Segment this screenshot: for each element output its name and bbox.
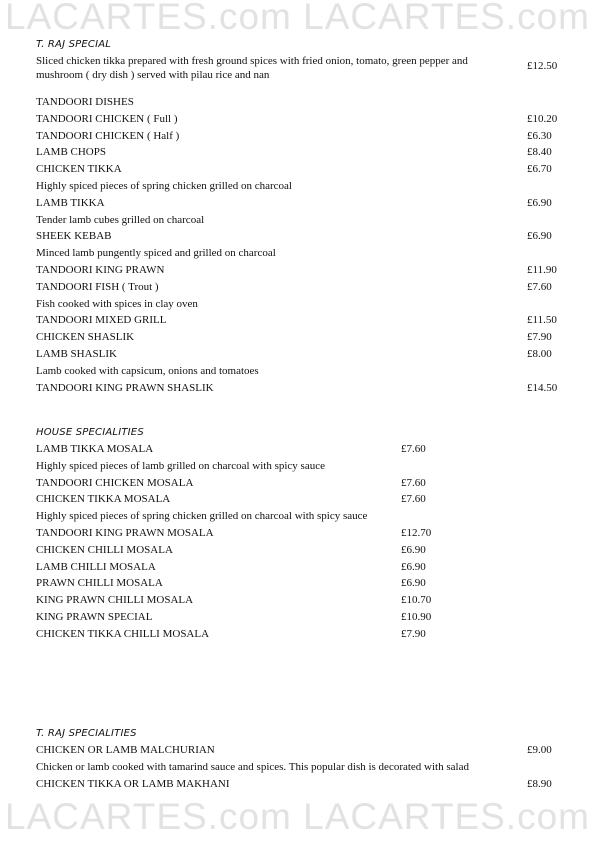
item-name: KING PRAWN CHILLI MOSALA [36, 594, 194, 607]
item-price: £6.90 [401, 543, 426, 556]
menu-item [36, 144, 566, 161]
menu-item [36, 329, 566, 346]
item-name: CHICKEN TIKKA CHILLI MOSALA [36, 627, 210, 640]
menu-item [36, 346, 566, 363]
item-name: TANDOORI MIXED GRILL [36, 314, 167, 327]
item-name: TANDOORI CHICKEN ( Half ) [36, 129, 180, 142]
item-price: £6.90 [401, 577, 426, 590]
item-price: £10.90 [401, 610, 432, 623]
item-name: LAMB TIKKA [36, 196, 105, 209]
menu-item [36, 279, 566, 296]
traj-special-description: Sliced chicken tikka prepared with fresh ground spices with fried onion, tomato, green pepper and mushroom ( dry dish ) served with pilau rice and nan [36, 55, 468, 81]
menu-item [36, 559, 566, 576]
traj-special-item [36, 53, 566, 83]
item-name: TANDOORI KING PRAWN [36, 263, 165, 276]
item-price: £14.50 [527, 381, 558, 394]
menu-item [36, 111, 566, 128]
item-name: CHICKEN CHILLI MOSALA [36, 543, 173, 556]
item-price: £7.90 [401, 627, 426, 640]
menu-item [36, 626, 566, 643]
item-price: £7.60 [527, 280, 552, 293]
item-price: £8.00 [527, 347, 552, 360]
menu-item [36, 609, 566, 626]
menu-item [36, 228, 566, 245]
menu-item [36, 491, 566, 508]
tandoori-list [36, 111, 566, 397]
item-name: CHICKEN OR LAMB MALCHURIAN [36, 744, 215, 756]
traj-special-section [36, 37, 566, 83]
item-price: £8.40 [527, 146, 552, 159]
traj-specialities-list [36, 742, 566, 792]
item-name: TANDOORI KING PRAWN SHASLIK [36, 381, 214, 394]
menu-item [36, 441, 566, 458]
item-name: SHEEK KEBAB [36, 230, 112, 243]
menu-item [36, 380, 566, 397]
item-description: Highly spiced pieces of spring chicken grilled on charcoal with spicy sauce [36, 510, 368, 523]
item-name: TANDOORI FISH ( Trout ) [36, 280, 159, 293]
watermark-bottom: LACARTES.com LACARTES.com [5, 796, 590, 837]
item-name: KING PRAWN SPECIAL [36, 610, 153, 623]
item-name: TANDOORI CHICKEN MOSALA [36, 476, 194, 489]
traj-special-heading: T. RAJ SPECIAL [36, 39, 112, 50]
item-price: £11.90 [527, 263, 557, 276]
item-price: £7.90 [527, 331, 552, 344]
house-list [36, 441, 566, 643]
item-description: Fish cooked with spices in clay oven [36, 297, 198, 310]
menu-item [36, 742, 566, 759]
menu-item [36, 475, 566, 492]
item-name: LAMB CHOPS [36, 146, 106, 159]
item-price: £12.70 [401, 526, 432, 539]
tandoori-heading: TANDOORI DISHES [36, 96, 134, 108]
menu-item [36, 195, 566, 212]
item-price: £8.90 [527, 777, 552, 790]
tandoori-section [36, 94, 566, 396]
item-price: £6.70 [527, 163, 552, 176]
item-name: LAMB SHASLIK [36, 347, 117, 360]
item-description: Chicken or lamb cooked with tamarind sauce and spices. This popular dish is decorated with salad [36, 760, 469, 773]
item-price: £7.60 [401, 443, 426, 455]
menu-item [36, 128, 566, 145]
menu-item [36, 262, 566, 279]
item-price: £7.60 [401, 493, 426, 506]
item-price: £6.90 [401, 560, 426, 573]
menu-item [36, 542, 566, 559]
item-name: TANDOORI KING PRAWN MOSALA [36, 526, 214, 539]
item-price: £10.70 [401, 594, 432, 607]
item-name: PRAWN CHILLI MOSALA [36, 577, 163, 590]
watermark-top: LACARTES.com LACARTES.com [5, 0, 590, 37]
menu-item [36, 525, 566, 542]
item-name: LAMB CHILLI MOSALA [36, 560, 156, 573]
item-price: £6.30 [527, 129, 552, 142]
menu-item [36, 312, 566, 329]
item-name: CHICKEN TIKKA MOSALA [36, 493, 171, 506]
item-price: £6.90 [527, 230, 552, 243]
house-section [36, 425, 566, 643]
house-heading: HOUSE SPECIALITIES [36, 427, 144, 438]
item-description: Minced lamb pungently spiced and grilled on charcoal [36, 247, 276, 260]
menu-item [36, 161, 566, 178]
item-price: £7.60 [401, 476, 426, 489]
item-description: Highly spiced pieces of spring chicken grilled on charcoal [36, 179, 292, 192]
item-description: Tender lamb cubes grilled on charcoal [36, 213, 205, 226]
item-name: CHICKEN TIKKA OR LAMB MAKHANI [36, 777, 230, 790]
item-description: Lamb cooked with capsicum, onions and tomatoes [36, 364, 259, 377]
menu-item [36, 592, 566, 609]
menu-item [36, 776, 566, 793]
item-name: CHICKEN SHASLIK [36, 331, 135, 344]
menu-item [36, 575, 566, 592]
item-name: TANDOORI CHICKEN ( Full ) [36, 112, 178, 125]
item-price: £9.00 [527, 744, 552, 756]
item-name: LAMB TIKKA MOSALA [36, 443, 154, 455]
item-price: £11.50 [527, 314, 557, 327]
traj-specialities-heading: T. RAJ SPECIALITIES [36, 728, 137, 739]
item-name: CHICKEN TIKKA [36, 163, 122, 176]
item-price: £10.20 [527, 112, 558, 125]
traj-specialities-section [36, 726, 566, 792]
item-price: £6.90 [527, 196, 552, 209]
traj-special-price: £12.50 [527, 60, 558, 72]
item-description: Highly spiced pieces of lamb grilled on charcoal with spicy sauce [36, 459, 325, 472]
